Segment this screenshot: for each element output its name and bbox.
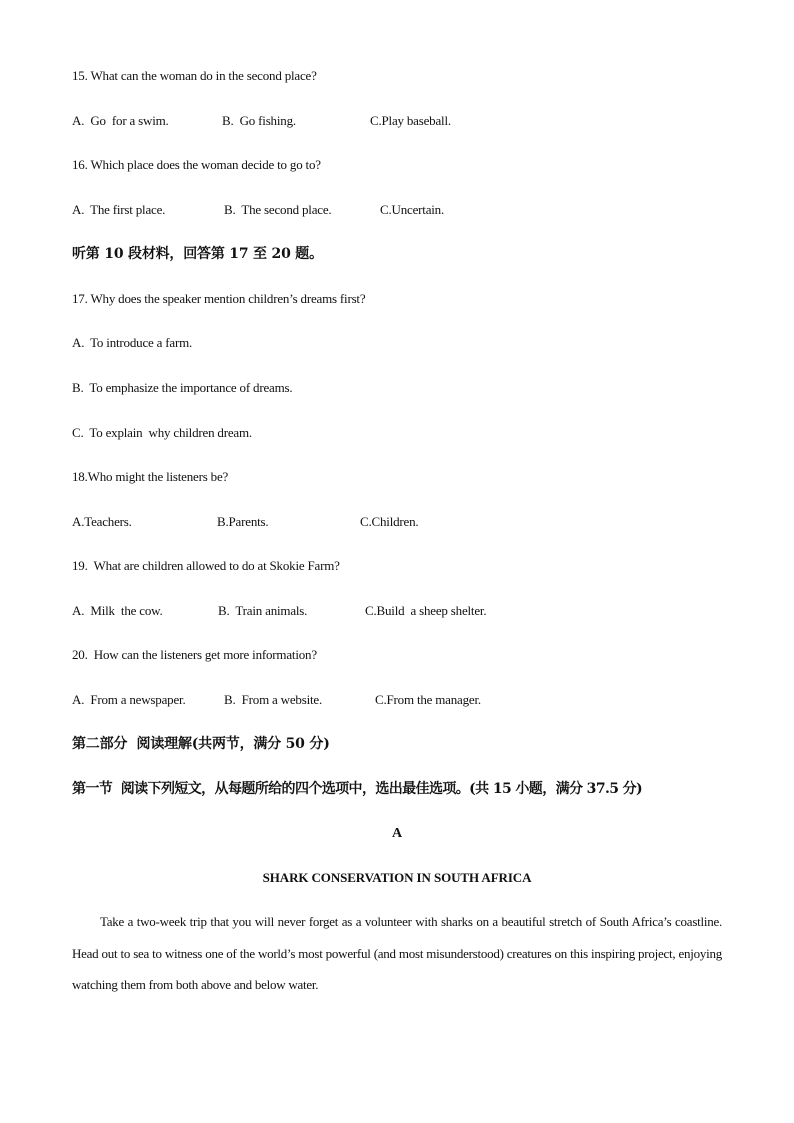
question-16-option-a: A. The first place. — [72, 202, 166, 217]
question-17-option-c: C. To explain why children dream. — [72, 425, 252, 440]
question-15-option-a: A. Go for a swim. — [72, 113, 169, 128]
question-15-stem: 15. What can the woman do in the second place? — [72, 68, 317, 83]
question-20-option-a: A. From a newspaper. — [72, 692, 186, 707]
question-18-stem: 18.Who might the listeners be? — [72, 469, 229, 484]
question-17-option-b: B. To emphasize the importance of dreams. — [72, 380, 293, 395]
section-listen-10-heading: 听第 10 段材料，回答第 17 至 20 题。 — [72, 246, 323, 262]
question-20-stem: 20. How can the listeners get more information? — [72, 647, 317, 662]
question-18-option-a: A.Teachers. — [72, 514, 132, 529]
question-15-option-b: B. Go fishing. — [222, 113, 296, 128]
question-16-stem: 16. Which place does the woman decide to go to? — [72, 157, 321, 172]
question-16-option-c: C.Uncertain. — [380, 202, 445, 217]
question-17-option-a: A. To introduce a farm. — [72, 335, 193, 350]
question-19-option-a: A. Milk the cow. — [72, 603, 163, 618]
question-17-stem: 17. Why does the speaker mention children’s dreams first? — [72, 291, 366, 306]
question-19-stem: 19. What are children allowed to do at Skokie Farm? — [72, 558, 340, 573]
section-one-heading: 第一节 阅读下列短文，从每题所给的四个选项中，选出最佳选项。(共 15 小题，满分 37.5 分) — [72, 781, 643, 797]
passage-paragraph: Take a two-week trip that you will never forget as a volunteer with sharks on a beautiful stretch of South Africa’s coastline. Head out to sea to witness one of the world’s most powerful (and most misunderstood) creatures on this inspiring project, enjoying watching them from both above and below water. — [72, 914, 722, 992]
passage-title: SHARK CONSERVATION IN SOUTH AFRICA — [262, 870, 532, 885]
passage-letter: A — [391, 826, 403, 841]
question-20-option-b: B. From a website. — [224, 692, 323, 707]
question-15-option-c: C.Play baseball. — [370, 113, 451, 128]
question-16-option-b: B. The second place. — [224, 202, 332, 217]
question-20-option-c: C.From the manager. — [375, 692, 481, 707]
part-two-heading: 第二部分 阅读理解(共两节，满分 50 分) — [72, 736, 330, 752]
question-18-option-c: C.Children. — [360, 514, 419, 529]
question-19-option-b: B. Train animals. — [218, 603, 308, 618]
question-19-option-c: C.Build a sheep shelter. — [365, 603, 487, 618]
question-18-option-b: B.Parents. — [217, 514, 269, 529]
